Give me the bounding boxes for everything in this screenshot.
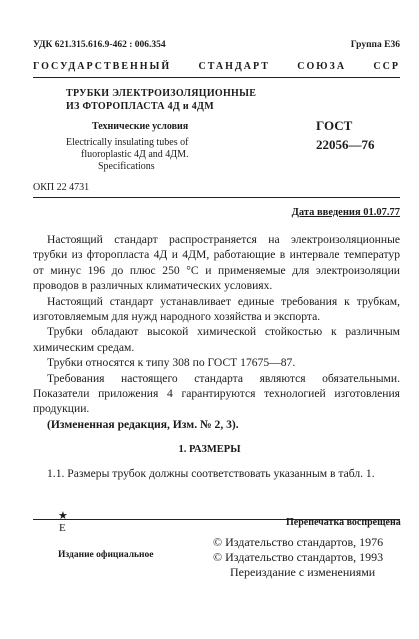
state-standard-header xyxy=(33,61,400,72)
star-mark: ★ xyxy=(58,510,68,522)
copyright-1976: © Издательство стандартов, 1976 xyxy=(213,535,384,549)
official-edition: Издание официальное xyxy=(58,550,154,560)
edition-note: (Измененная редакция, Изм. № 2, 3). xyxy=(47,417,239,431)
paragraph-type: Трубки относятся к типу 308 по ГОСТ 17675—87. xyxy=(47,356,296,370)
clause-1-1 xyxy=(33,466,400,481)
title-en-line-2: fluoroplastic 4Д and 4ДМ. xyxy=(81,149,189,160)
paragraph-scope: Настоящий стандарт распространяется на электроизоляционные трубки из фторопласта 4Д и 4ДМ, работающие в интервале температур от минус 196 до плюс 250 °С и применяемые для электроизоляции проводов в различных климатических условиях. xyxy=(33,233,400,293)
title-ru-line-2: ИЗ ФТОРОПЛАСТА 4Д и 4ДМ xyxy=(66,101,214,112)
paragraph-chemical-resistance: Трубки обладают высокой химической стойкостью к различным химическим средам. xyxy=(33,325,400,354)
state-standard-word-1: ГОСУДАРСТВЕННЫЙ xyxy=(33,61,172,72)
reissue-note: Переиздание с изменениями xyxy=(230,565,376,579)
paragraph-sizes: 1.1. Размеры трубок должны соответствовать указанным в табл. 1. xyxy=(47,467,375,480)
section-title: 1. РАЗМЕРЫ xyxy=(178,444,241,455)
state-standard-word-4: ССР xyxy=(373,61,400,72)
title-en-line-3: Specifications xyxy=(98,161,155,172)
edition-letter: Е xyxy=(59,522,66,534)
okp-code: ОКП 22 4731 xyxy=(33,182,90,193)
reprint-notice: Перепечатка воспрещена xyxy=(286,517,401,528)
okp-divider xyxy=(33,197,400,198)
header-divider xyxy=(33,77,400,78)
group-code: Группа Е36 xyxy=(350,40,400,50)
gost-number: 22056—76 xyxy=(316,137,375,152)
udk-code: УДК 621.315.616.9-462 : 006.354 xyxy=(33,40,166,50)
gost-label: ГОСТ xyxy=(316,118,353,133)
paragraph-requirements: Настоящий стандарт устанавливает единые требования к трубкам, изготовляемым для нужд народного хозяйства и экспорта. xyxy=(33,294,400,324)
intro-date: Дата введения 01.07.77 xyxy=(291,207,400,218)
title-ru-line-1: ТРУБКИ ЭЛЕКТРОИЗОЛЯЦИОННЫЕ xyxy=(66,88,257,99)
paragraph-mandatory: Требования настоящего стандарта являются обязательными. Показатели приложения 4 гарантируются технологией изготовления продукции. xyxy=(33,371,400,416)
title-ru-subtitle: Технические условия xyxy=(92,121,189,132)
body-text xyxy=(33,232,400,432)
state-standard-word-2: СТАНДАРТ xyxy=(198,61,270,72)
title-en-line-1: Electrically insulating tubes of xyxy=(66,137,189,148)
state-standard-word-3: СОЮЗА xyxy=(297,61,347,72)
copyright-1993: © Издательство стандартов, 1993 xyxy=(213,550,384,564)
